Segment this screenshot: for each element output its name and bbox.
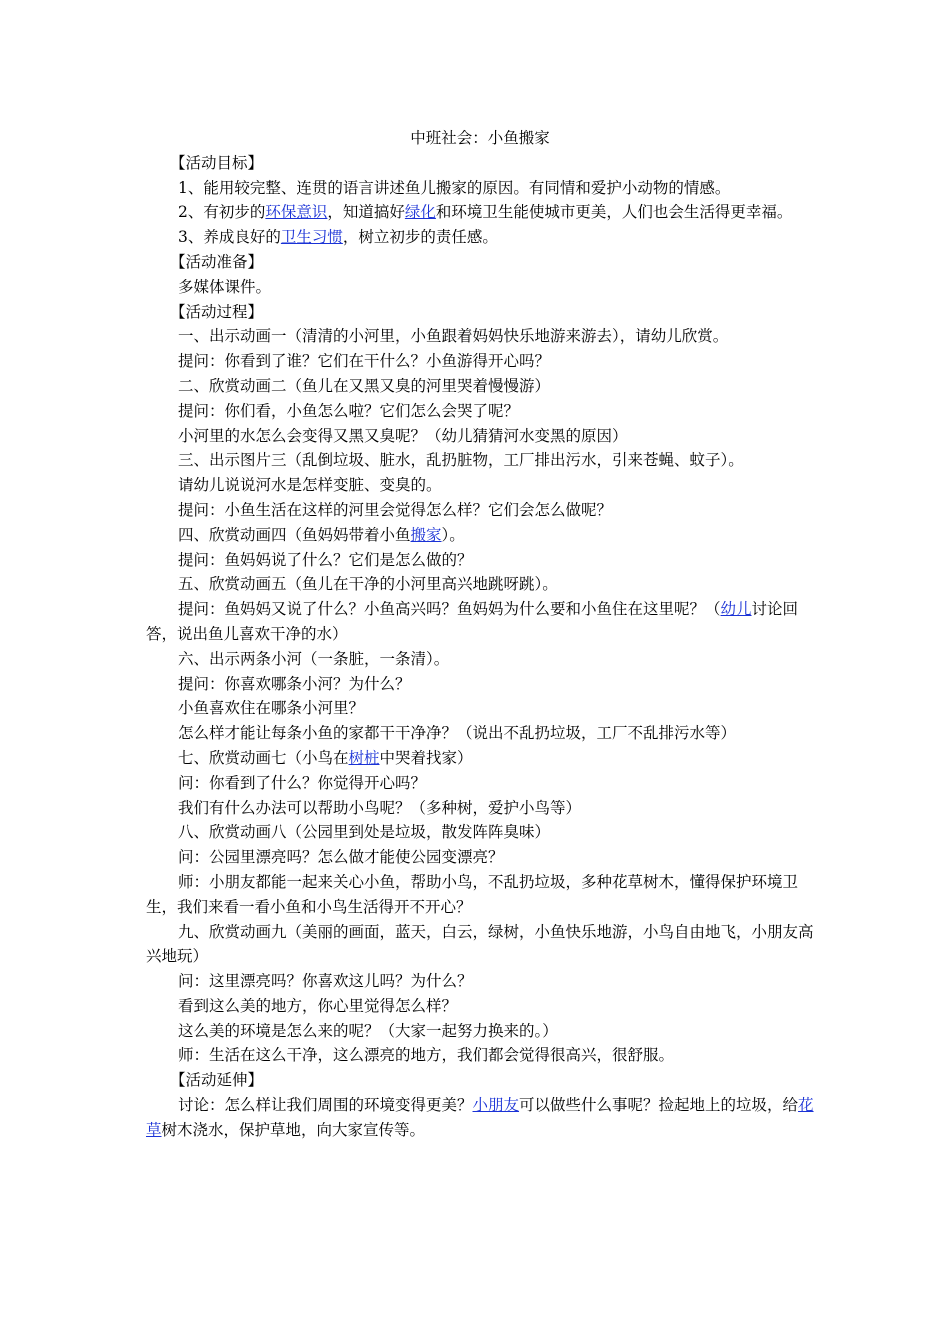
process-line [146, 523, 814, 548]
process-line: 小河里的水怎么会变得又黑又臭呢？（幼儿猜猜河水变黑的原因） [178, 426, 628, 445]
process-line: 问：你看到了什么？你觉得开心吗？ [178, 773, 427, 792]
extension-part: 可以做些什么事呢？捡起地上的垃圾，给 [519, 1096, 799, 1115]
process-line: 八、欣赏动画八（公园里到处是垃圾，散发阵阵臭味） [178, 823, 551, 842]
link-hygiene-habits[interactable]: 卫生习惯 [280, 228, 343, 247]
process-text: ）。 [441, 525, 465, 544]
process-line: 二、欣赏动画二（鱼儿在又黑又臭的河里哭着慢慢游） [178, 376, 551, 395]
process-text: 四、欣赏动画四（鱼妈妈带着小鱼 [178, 525, 411, 544]
process-line [146, 746, 814, 771]
process-line: 六、出示两条小河（一条脏，一条清）。 [178, 649, 450, 668]
section-heading-extension: 【活动延伸】 [170, 1071, 264, 1090]
goal-2-text: ，知道搞好 [327, 203, 405, 222]
process-line: 这么美的环境是怎么来的呢？（大家一起努力换来的。） [178, 1021, 558, 1040]
goal-3 [146, 225, 814, 250]
link-tree-stump[interactable]: 树桩 [348, 748, 380, 767]
process-line: 三、出示图片三（乱倒垃圾、脏水，乱扔脏物，工厂排出污水，引来苍蝇、蚊子）。 [178, 451, 744, 470]
process-line: 九、欣赏动画九（美丽的画面，蓝天，白云，绿树，小鱼快乐地游，小鸟自由地飞，小朋友高兴地玩） [146, 922, 814, 966]
process-line: 提问：鱼妈妈说了什么？它们是怎么做的？ [178, 550, 473, 569]
link-kids[interactable]: 小朋友 [472, 1096, 520, 1115]
process-line: 请幼儿说说河水是怎样变脏、变臭的。 [178, 476, 442, 495]
link-flowers-grass[interactable]: 花草 [146, 1096, 814, 1139]
process-line: 看到这么美的地方，你心里觉得怎么样？ [178, 996, 458, 1015]
goal-3-text: 3、养成良好的 [178, 228, 281, 247]
link-move-house[interactable]: 搬家 [410, 525, 442, 544]
process-line: 提问：你们看，小鱼怎么啦？它们怎么会哭了呢？ [178, 401, 520, 420]
process-text: 讨论回答，说出鱼儿喜欢干净的水） [146, 600, 799, 643]
process-line: 师：生活在这么干净，这么漂亮的地方，我们都会觉得很高兴，很舒服。 [178, 1046, 675, 1065]
process-line: 提问：你喜欢哪条小河？为什么？ [178, 674, 411, 693]
process-line: 问：这里漂亮吗？你喜欢这儿吗？为什么？ [178, 972, 473, 991]
link-greening[interactable]: 绿化 [404, 203, 436, 222]
process-line [146, 597, 814, 647]
goal-2-text: 和环境卫生能使城市更美，人们也会生活得更幸福。 [435, 203, 793, 222]
process-line: 一、出示动画一（清清的小河里，小鱼跟着妈妈快乐地游来游去），请幼儿欣赏。 [178, 327, 729, 346]
extension-part: 树木浇水，保护草地，向大家宣传等。 [161, 1120, 426, 1139]
document-page [146, 126, 814, 1143]
goal-2 [146, 200, 814, 225]
prep-text: 多媒体课件。 [178, 277, 272, 296]
process-line: 我们有什么办法可以帮助小鸟呢？（多种树，爱护小鸟等） [178, 798, 582, 817]
section-heading-prep: 【活动准备】 [170, 252, 264, 271]
link-environmental-awareness[interactable]: 环保意识 [265, 203, 328, 222]
goal-2-text: 2、有初步的 [178, 203, 266, 222]
process-line: 提问：小鱼生活在这样的河里会觉得怎么样？它们会怎么做呢？ [178, 500, 613, 519]
process-line: 小鱼喜欢住在哪条小河里？ [178, 699, 365, 718]
link-children[interactable]: 幼儿 [720, 600, 752, 619]
process-text: 七、欣赏动画七（小鸟在 [178, 748, 349, 767]
extension-text [146, 1093, 814, 1143]
extension-part: 讨论：怎么样让我们周围的环境变得更美？ [178, 1096, 473, 1115]
process-line: 师：小朋友都能一起来关心小鱼，帮助小鸟，不乱扔垃圾，多种花草树木，懂得保护环境卫生，我们来看一看小鱼和小鸟生活得开不开心？ [146, 872, 799, 916]
process-line: 提问：你看到了谁？它们在干什么？小鱼游得开心吗？ [178, 352, 551, 371]
process-line: 五、欣赏动画五（鱼儿在干净的小河里高兴地跳呀跳）。 [178, 575, 558, 594]
process-line: 怎么样才能让每条小鱼的家都干干净净？（说出不乱扔垃圾，工厂不乱排污水等） [178, 724, 737, 743]
page-title: 中班社会：小鱼搬家 [410, 129, 550, 147]
process-text: 中哭着找家） [379, 748, 473, 767]
process-line: 问：公园里漂亮吗？怎么做才能使公园变漂亮？ [178, 848, 504, 867]
section-heading-process: 【活动过程】 [170, 302, 264, 321]
process-text: 提问：鱼妈妈又说了什么？小鱼高兴吗？鱼妈妈为什么要和小鱼住在这里呢？（ [178, 600, 721, 619]
goal-1: 1、能用较完整、连贯的语言讲述鱼儿搬家的原因。有同情和爱护小动物的情感。 [178, 178, 731, 197]
section-heading-goal: 【活动目标】 [170, 153, 264, 172]
goal-3-text: ，树立初步的责任感。 [342, 228, 498, 247]
